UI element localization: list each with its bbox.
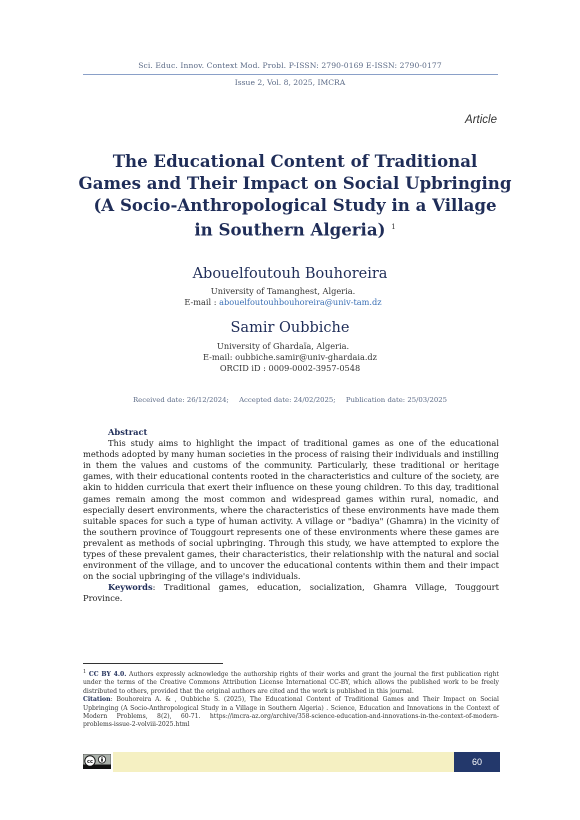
license-note: $^1$ CC BY 4.0. Authors expressly acknowledge the authorship rights of their works and grant the journal the first publication right under the terms of the Creative Commons Attribution License International CC-BY, which allows the published work to be freely distributed to others, provided that the original authors are cited and the work is published in this journal.	[83, 669, 500, 695]
author-1-email-line: E-mail : abouelfoutouhbouhoreira@univ-tam.dz	[184, 297, 382, 307]
author-1	[0, 266, 580, 282]
author-2-affiliation	[0, 341, 580, 374]
title-line-4: in Southern Algeria) $^1$	[194, 219, 396, 240]
title-footnote-mark[interactable]: 1	[391, 223, 396, 231]
svg-text:cc: cc	[87, 759, 93, 765]
accepted-date: Accepted date: 24/02/2025;	[239, 396, 336, 404]
title-line-1: The Educational Content of Traditional	[112, 151, 478, 171]
citation-label: Citation	[83, 696, 111, 704]
published-date: Publication date: 25/03/2025	[345, 396, 448, 404]
footer-band	[113, 752, 500, 772]
footnote	[83, 668, 499, 730]
publication-dates	[0, 396, 580, 404]
keywords	[83, 582, 499, 604]
author-2-email: oubbiche.samir@univ-ghardaia.dz	[235, 352, 377, 362]
cc-by-icon[interactable]	[83, 754, 111, 769]
author-2-email-line: E-mail: oubbiche.samir@univ-ghardaia.dz	[203, 352, 377, 362]
article-type-label: Article	[465, 114, 497, 126]
citation-note	[83, 696, 499, 730]
affiliation: University of Ghardaïa, Algeria.	[216, 341, 350, 351]
author-1-email-link[interactable]: abouelfoutouhbouhoreira@univ-tam.dz	[219, 297, 382, 307]
citation-text[interactable]: : Bouhoreira A. & , Oubbiche S. (2025), The Educational Content of Traditional Games and Their Impact on Social Upbringing (A Socio-Anthropological Study in a Village in Southern Algeria) . Science, Education and Innovations in the Context of Modern Problems, 8(2), 60-71. https://imcra-az.org/archive/358-science-education-and-innovations-in-the-context-of-modern-problems-issue-2-volviii-2025.html	[83, 696, 499, 729]
author-name: Samir Oubbiche	[230, 320, 350, 336]
license-text: Authors expressly acknowledge the authorship rights of their works and grant the journal the first publication right under the terms of the Creative Commons Attribution License International CC-BY, which allows the published work to be freely distributed to others, provided that the original authors are cited and the work is published in this journal.	[83, 671, 500, 695]
page-number: 60	[454, 752, 500, 772]
affiliation: University of Tamanghest, Algeria.	[210, 286, 356, 296]
received-date: Received date: 26/12/2024;	[132, 396, 229, 404]
title-line-2: Games and Their Impact on Social Upbringing	[78, 173, 512, 193]
title-line-3: (A Socio-Anthropological Study in a Village	[93, 195, 497, 215]
author-2	[0, 320, 580, 336]
author-1-affiliation	[0, 286, 580, 308]
issue-line: Issue 2, Vol. 8, 2025, IMCRA	[234, 78, 346, 87]
journal-header: Sci. Educ. Innov. Context Mod. Probl. P-ISSN: 2790-0169 E-ISSN: 2790-0177	[138, 61, 442, 70]
paper-title	[60, 150, 530, 241]
author-2-orcid: ORCID iD : 0009-0002-3957-0548	[219, 363, 361, 373]
abstract-body: This study aims to highlight the impact of traditional games as one of the educational methods adopted by many human societies in the process of raising their individuals and instilling in them the values and customs of the community. Particularly, these traditional or heritage games, with their educational contents rooted in the characteristics and culture of the society, are akin to hidden curricula that exert their influence on these young children. To this day, traditional games remain among the most common and widespread games within rural, nomadic, and especially desert environments, where the characteristics of these environments have made them suitable spaces for such a type of human activity. A village or "badiya" (Ghamra) in the vicinity of the southern province of Touggourt represents one of these environments where these games are prevalent as methods of social upbringing. Through this study, we have attempted to explore the types of these prevalent games, their characteristics, their relationship with the natural and social environment of the village, and to uncover the educational contents within them and their impact on the social upbringing of the village's individuals.	[83, 438, 499, 582]
footnote-divider	[83, 663, 223, 664]
keywords-label: Keywords	[108, 582, 153, 593]
author-name: Abouelfoutouh Bouhoreira	[192, 266, 388, 282]
abstract-section	[83, 427, 499, 605]
abstract-heading: Abstract	[108, 427, 148, 437]
keywords-list: : Traditional games, education, socialization, Ghamra Village, Touggourt Province.	[83, 582, 499, 604]
header-divider	[83, 74, 498, 75]
license-label: CC BY 4.0.	[88, 671, 127, 679]
